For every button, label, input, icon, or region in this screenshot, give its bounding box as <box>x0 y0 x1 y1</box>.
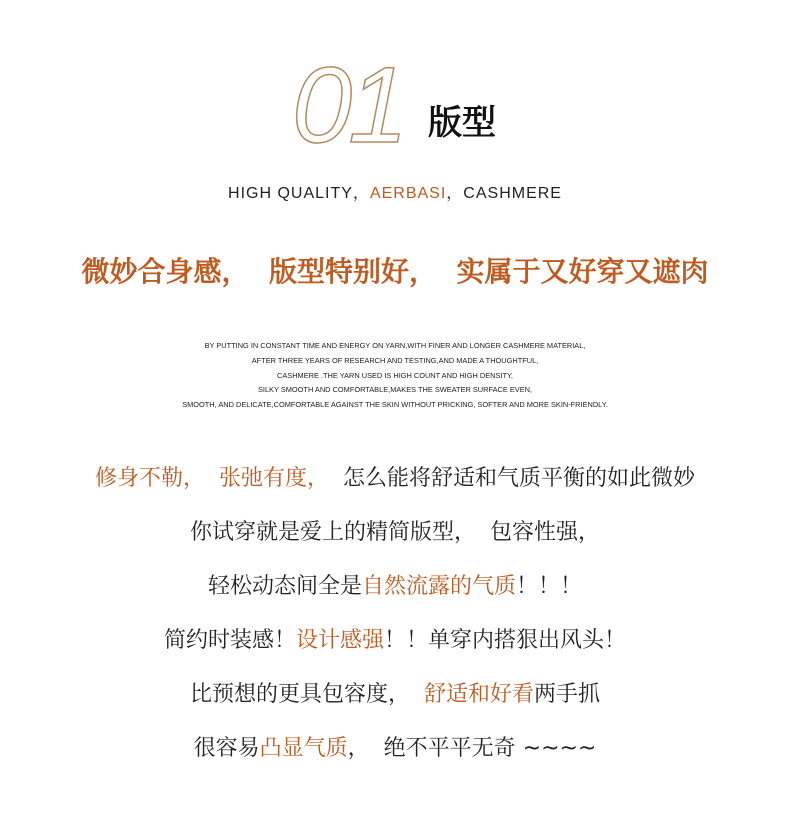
headline: 微妙合身感， 版型特别好， 实属于又好穿又遮肉 <box>81 255 709 288</box>
description-lines <box>0 459 790 783</box>
highlight-text: 设计感强 <box>295 628 384 653</box>
description-line-6 <box>0 729 790 783</box>
description-line-5 <box>0 675 790 729</box>
english-line: SMOOTH, AND DELICATE,COMFORTABLE AGAINST THE SKIN WITHOUT PRICKING, SOFTER AND MORE SKIN-FRIENDLY. <box>182 400 608 410</box>
english-line: BY PUTTING IN CONSTANT TIME AND ENERGY ON YARN,WITH FINER AND LONGER CASHMERE MATERIAL, <box>204 341 586 350</box>
english-line: AFTER THREE YEARS OF RESEARCH AND TESTING,AND MADE A THOUGHTFUL, <box>251 355 539 365</box>
english-line: SILKY SMOOTH AND COMFORTABLE,MAKES THE SWEATER SURFACE EVEN, <box>257 385 533 395</box>
plain-text: 两手抓 <box>534 682 601 707</box>
description-line-3 <box>0 567 790 621</box>
plain-text: 轻松动态间全是 <box>207 574 362 599</box>
description-line-1 <box>0 459 790 513</box>
highlight-text: 自然流露的气质 <box>361 574 516 599</box>
tagline-cashmere: ，CASHMERE <box>446 185 562 202</box>
tagline-quality: HIGH QUALITY， <box>228 185 370 202</box>
tagline-brand: AERBASI <box>369 185 447 202</box>
description-line-4 <box>0 621 790 675</box>
plain-text: 简约时装感！ <box>163 628 296 653</box>
english-paragraph <box>0 339 790 413</box>
section-title: 版型 <box>428 103 496 143</box>
plain-text: ！！！ <box>516 574 583 599</box>
highlight-text: 舒适和好看 <box>423 682 534 707</box>
plain-text: 很容易 <box>193 736 260 761</box>
tagline <box>0 180 790 203</box>
english-line: CASHMERE .THE YARN USED IS HIGH COUNT AND HIGH DENSITY, <box>277 370 513 380</box>
plain-text: 怎么能将舒适和气质平衡的如此微妙 <box>329 466 695 491</box>
plain-text: ， 绝不平平无奇 ~~~~ <box>347 736 597 761</box>
description-line-2 <box>0 513 790 567</box>
highlight-text: 凸显气质 <box>259 736 348 761</box>
plain-text: ！！单穿内搭狠出风头！ <box>384 628 627 653</box>
section-number: 01 <box>292 44 405 165</box>
plain-text: 你试穿就是爱上的精简版型， 包容性强， <box>190 520 600 545</box>
section-header <box>0 44 790 165</box>
highlight-text: 修身不勒， 张弛有度， <box>95 466 329 491</box>
plain-text: 比预想的更具包容度， <box>189 682 424 707</box>
